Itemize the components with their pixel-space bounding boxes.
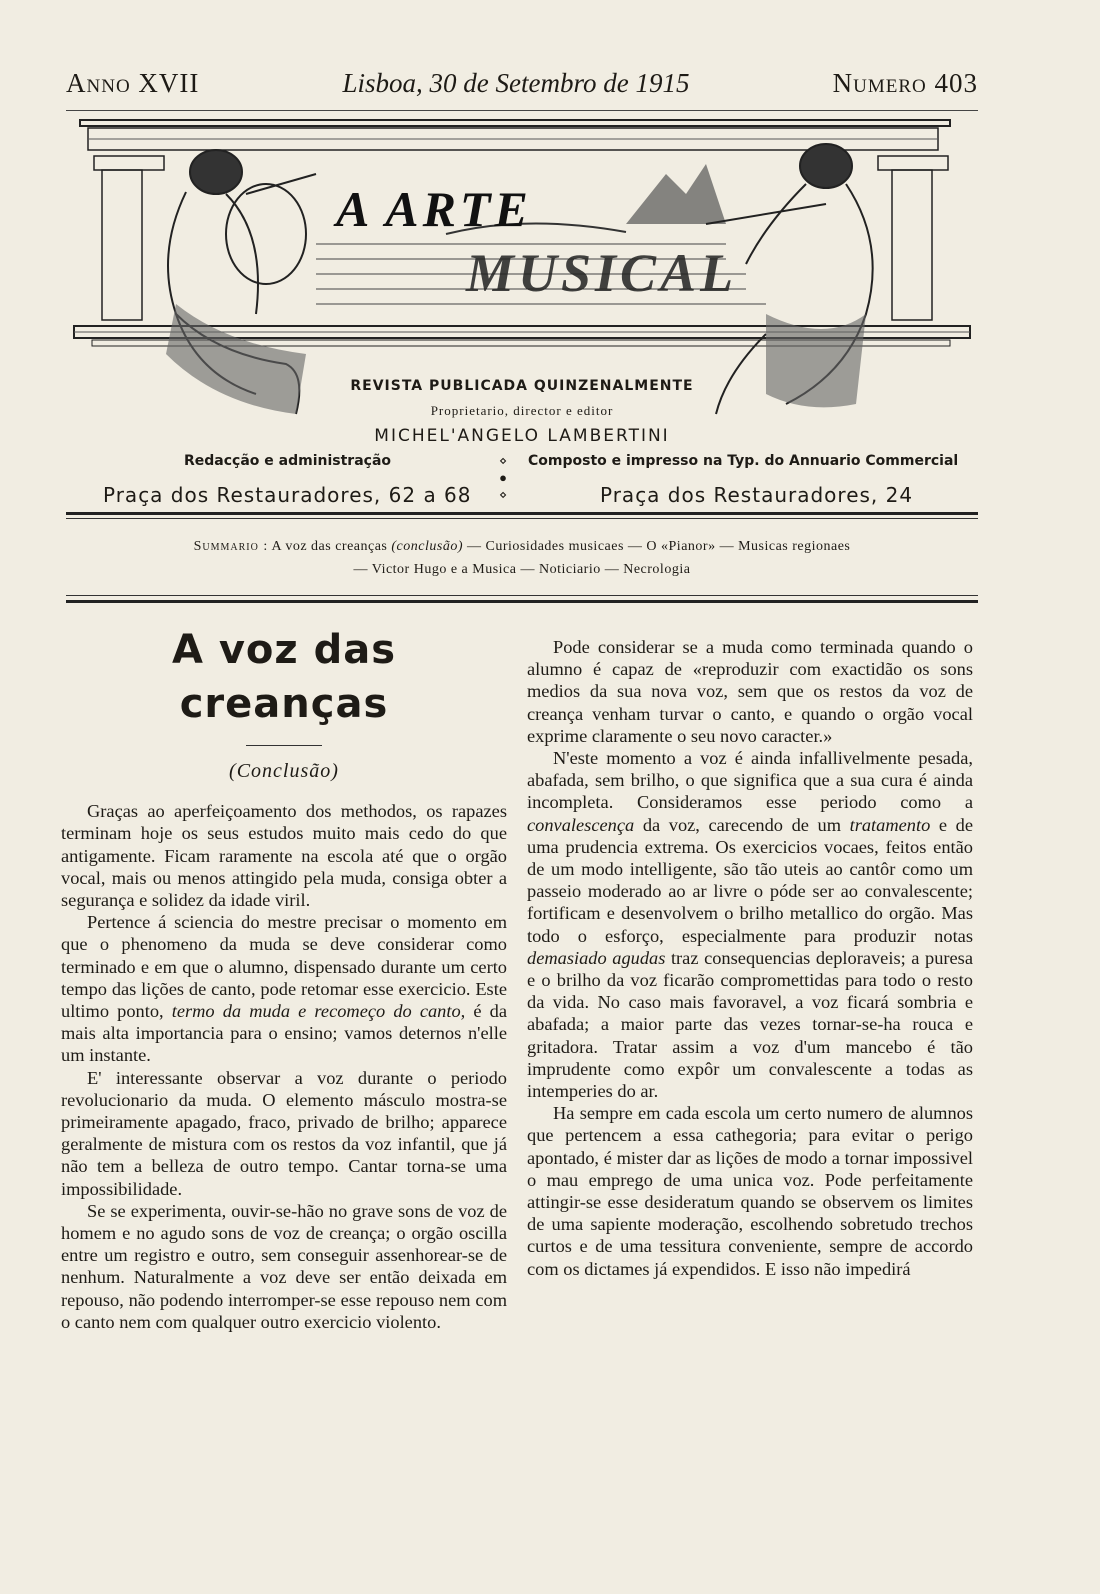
summary-item: A voz das creanças [271, 539, 388, 554]
issue-number: Numero 403 [832, 68, 978, 98]
paragraph: Pertence á sciencia do mestre precisar o momento em que o phenomeno da muda se deve considerar como terminado e em que o alumno, dispensado durante um certo tempo das lições de canto, pode retomar esse exercicio. Este ultimo ponto, termo da muda e recomeço do canto, é da mais alta importancia para o ensino; vamos deternos n'elle um instante. [61, 912, 507, 1066]
title-rule [246, 745, 322, 746]
printer-label: Composto e impresso na Typ. do Annuario Commercial [528, 453, 959, 469]
paragraph: Pode considerar se a muda como terminada quando o alumno é capaz de «reproduzir com exactidão os sons medios da sua nova voz, sem que os restos da voz de creança venham turvar o canto, e quando o orgão vocal exprime claramente o seu novo caracter.» [527, 637, 973, 746]
proprietor-label: Proprietario, director e editor [430, 403, 614, 418]
article-subtitle: (Conclusão) [229, 760, 339, 782]
summary-item-note: (conclusão) [391, 539, 463, 554]
redaction-address: Praça dos Restauradores, 62 a 68 [103, 483, 472, 507]
article-left-column [61, 623, 507, 1333]
issue-header [66, 68, 978, 99]
summary-top-thin-rule [66, 518, 978, 519]
paragraph: E' interessante observar a voz durante o periodo revolucionario da muda. O elemento másculo mostra-se primeiramente apagado, fraco, privado de brilho; apparece geralmente de mistura com os restos da voz infantil, que já não tem a belleza de outro tempo. Cantar torna-se uma impossibilidade. [61, 1067, 507, 1199]
year-label: Anno XVII [66, 68, 200, 98]
article-right-column [527, 636, 973, 1280]
logo-subtitle: MUSICAL [466, 243, 738, 303]
paragraph: Se se experimenta, ouvir-se-hão no grave sons de voz de homem e no agudo sons de voz de creança; o orgão oscilla entre um registro e outro, sem conseguir assenhorear-se de nenhum. Naturalmente a voz deve ser então deixada em repouso, não podendo interromper-se esse repouso nem com o canto nem com qualquer outro exercicio violento. [61, 1200, 507, 1332]
printer-address: Praça dos Restauradores, 24 [600, 483, 914, 507]
ornament-divider: ⋄ ● ⋄ [499, 453, 508, 502]
article-title: A voz das creanças [171, 627, 397, 727]
summary-line-2: — Victor Hugo e a Musica — Noticiario — Necrologia [353, 562, 691, 577]
paragraph: Graças ao aperfeiçoamento dos methodos, os rapazes terminam hoje os seus estudos muito mais cedo do que antigamente. Ficam raramente na escola até que o orgão vocal, mais ou menos attingido pela muda, consiga obter a segurança e solidez da idade viril. [61, 801, 507, 911]
logo-title: A ARTE [336, 181, 532, 237]
summary-label: Summario : [193, 539, 269, 554]
header-rule [66, 110, 978, 111]
issue-date: Lisboa, 30 de Setembro de 1915 [342, 68, 690, 98]
paragraph: N'este momento a voz é ainda infallivelmente pesada, abafada, sem brilho, o que significa que a sua cura é ainda incompleta. Consideramos esse periodo como a convalescença da voz, carecendo de um tratamento e de uma prudencia extrema. Os exercicios vocaes, feitos então de um modo intelligente, são tão uteis ao cantôr como um passeio moderado ao ar livre o póde ser ao convalescente; fortificam e desenvolvem o brilho metallico do orgão. Mas todo o esforço, especialmente para produzir notas demasiado agudas traz consequencias deploraveis; a puresa e o brilho da voz ficarão compromettidas para todo o resto da vida. No caso mais favoravel, a voz ficará sombria e abafada; a maior parte das vezes tornar-se-ha rouca e gritadora. Tratar assim a voz d'um mancebo é tão imprudente como expôr um convalescente a todas as intemperies do ar. [527, 748, 973, 1102]
summary-bottom-rule [66, 600, 978, 603]
paragraph: Ha sempre em cada escola um certo numero de alumnos que pertencem a essa cathegoria; para evitar o perigo apontado, é mister dar as lições de modo a tornar impossivel o mau emprego de uma unica voz. Pode perfeitamente attingir-se esse desideratum quando se observem os limites de uma sapiente moderação, escolhendo sobretudo trechos curtos e de uma tessitura conveniente, sempre de accordo com os dictames já expendidos. E isso não impedirá [527, 1103, 973, 1279]
editor-name: MICHEL'ANGELO LAMBERTINI [374, 426, 670, 446]
summary-line-1 [66, 535, 978, 558]
summary-top-rule [66, 512, 978, 515]
summary-bottom-thin-rule [66, 595, 978, 596]
redaction-label: Redacção e administração [184, 453, 392, 469]
publication-frequency: REVISTA PUBLICADA QUINZENALMENTE [350, 378, 694, 394]
summary-items: — Curiosidades musicaes — O «Pianor» — Musicas regionaes [466, 539, 851, 554]
